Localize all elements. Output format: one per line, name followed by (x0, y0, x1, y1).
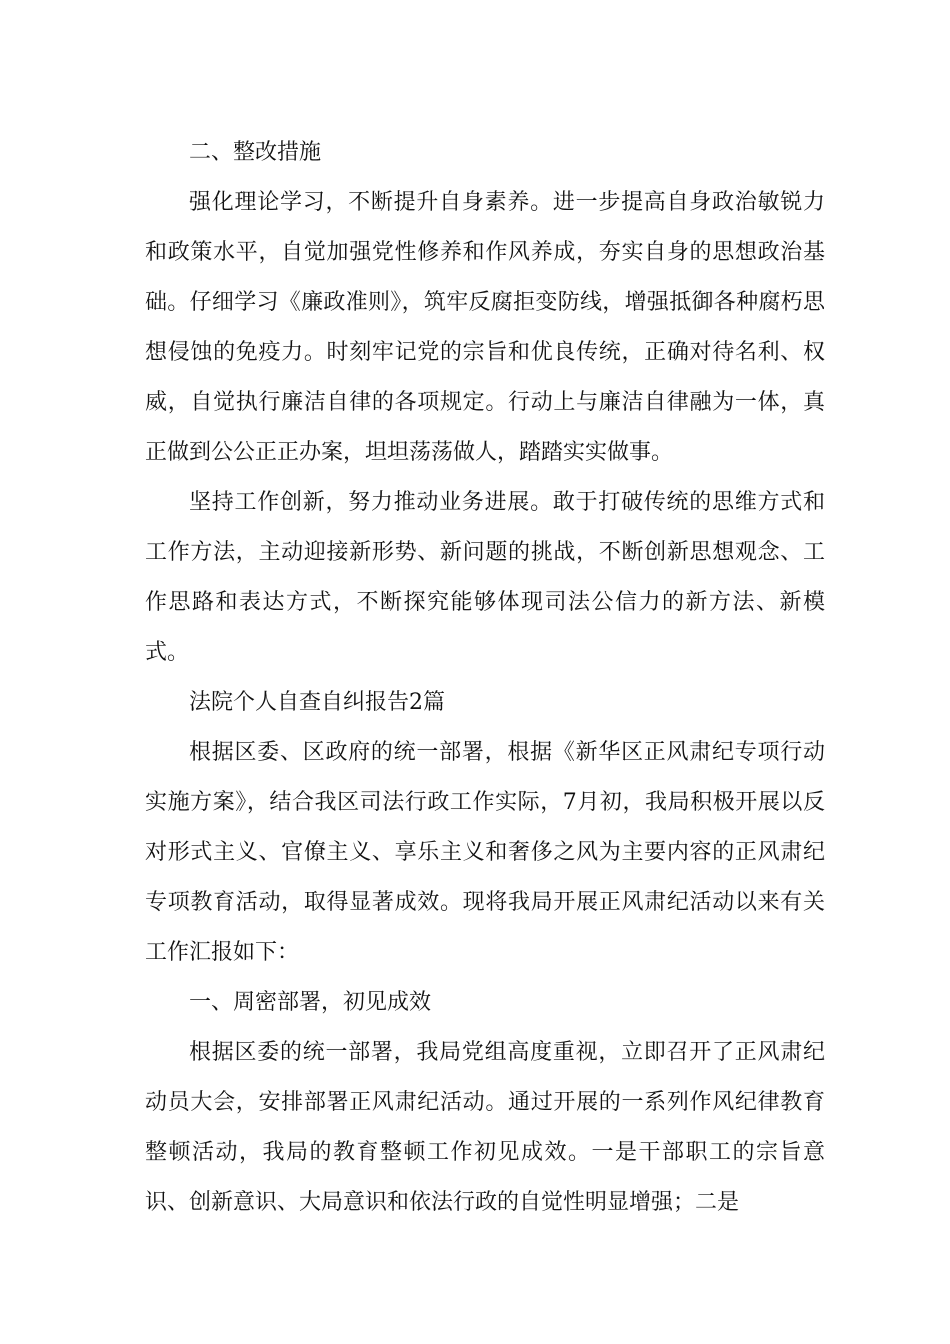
paragraph-work-innovation: 坚持工作创新，努力推动业务进展。敢于打破传统的思维方式和工作方法，主动迎接新形势、新问题的挑战，不断创新思想观念、工作思路和表达方式，不断探究能够体现司法公信力的新方法、新模式。 (145, 490, 825, 665)
document-body (145, 128, 825, 1228)
report-title: 法院个人自查自纠报告2篇 (189, 690, 445, 715)
section-heading-rectification-measures: 二、整改措施 (189, 140, 322, 165)
paragraph-deployment-details: 根据区委的统一部署，我局党组高度重视，立即召开了正风肃纪动员大会，安排部署正风肃纪活动。通过开展的一系列作风纪律教育整顿活动，我局的教育整顿工作初见成效。一是干部职工的宗旨意识、创新意识、大局意识和依法行政的自觉性明显增强；二是 (145, 1040, 825, 1215)
paragraph-theory-study: 强化理论学习，不断提升自身素养。进一步提高自身政治敏锐力和政策水平，自觉加强党性修养和作风养成，夯实自身的思想政治基础。仔细学习《廉政准则》，筑牢反腐拒变防线，增强抵御各种腐朽思想侵蚀的免疫力。时刻牢记党的宗旨和优良传统，正确对待名利、权威，自觉执行廉洁自律的各项规定。行动上与廉洁自律融为一体，真正做到公公正正办案，坦坦荡荡做人，踏踏实实做事。 (145, 190, 825, 465)
section-heading-deployment: 一、周密部署，初见成效 (189, 990, 432, 1015)
paragraph-report-intro: 根据区委、区政府的统一部署，根据《新华区正风肃纪专项行动实施方案》，结合我区司法行政工作实际，7月初，我局积极开展以反对形式主义、官僚主义、享乐主义和奢侈之风为主要内容的正风肃纪专项教育活动，取得显著成效。现将我局开展正风肃纪活动以来有关工作汇报如下： (145, 740, 825, 965)
